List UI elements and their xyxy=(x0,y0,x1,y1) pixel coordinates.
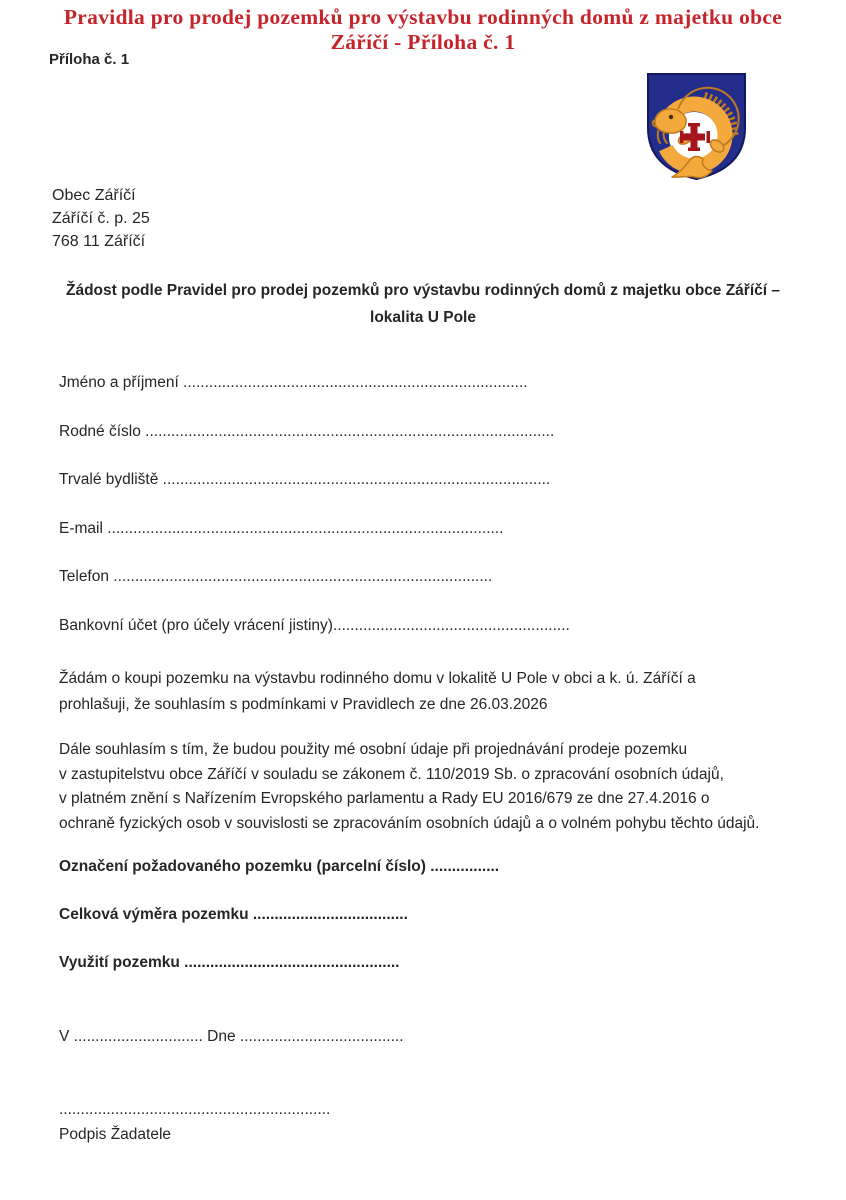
applicant-fields xyxy=(59,374,570,666)
attachment-label: Příloha č. 1 xyxy=(49,51,130,68)
fish-eye xyxy=(669,115,673,119)
field-land-use: Využití pozemku .................................................. xyxy=(59,954,400,971)
coat-of-arms-icon xyxy=(645,72,748,182)
document-title: Pravidla pro prodej pozemků pro výstavbu rodinných domů z majetku obce Záříčí - Příloha č. 1 xyxy=(63,5,783,54)
field-birth-number: Rodné číslo ............................................................................................... xyxy=(59,422,555,440)
field-email: E-mail ............................................................................................ xyxy=(59,519,504,537)
field-name-surname: Jméno a příjmení ................................................................................ xyxy=(59,374,528,391)
municipal-coat-of-arms xyxy=(645,72,748,182)
signature-block xyxy=(59,1097,330,1147)
sender-address: Obec Záříčí Záříčí č. p. 25 768 11 Záříčí xyxy=(52,187,150,250)
parcel-fields xyxy=(59,858,499,1002)
signature-dotted-line: ............................................................... xyxy=(59,1101,331,1118)
field-total-area: Celková výměra pozemku .................................... xyxy=(59,906,408,923)
field-permanent-address: Trvalé bydliště .......................................................................................... xyxy=(59,471,551,489)
purchase-declaration-paragraph: Žádám o koupi pozemku na výstavbu rodinného domu v lokalitě U Pole v obci a k. ú. Záříčí a prohlašuji, že souhlasím s podmínkami v Pravidlech ze dne 26.03.2026 xyxy=(59,670,696,713)
application-heading: Žádost podle Pravidel pro prodej pozemků pro výstavbu rodinných domů z majetku obce Záříčí – lokalita U Pole xyxy=(66,282,780,326)
signature-label: Podpis Žadatele xyxy=(59,1126,172,1143)
field-bank-account: Bankovní účet (pro účely vrácení jistiny)....................................................... xyxy=(59,616,570,634)
field-phone: Telefon ........................................................................................ xyxy=(59,568,493,586)
place-date-line: V .............................. Dne ...................................... xyxy=(59,1028,404,1045)
gdpr-consent-paragraph: Dále souhlasím s tím, že budou použity mé osobní údaje při projednávání prodeje pozemku v zastupitelstvu obce Záříčí v souladu se zákonem č. 110/2019 Sb. o zpracování osobních údajů, v platném znění s Nařízením Evropského parlamentu a Rady EU 2016/679 ze dne 27.4.2016 o ochraně fyzických osob v souvislosti se zpracováním osobních údajů a o volném pohybu těchto údajů. xyxy=(59,741,760,832)
field-parcel-number: Označení požadovaného pozemku (parcelní číslo) ................ xyxy=(59,858,500,875)
fish-head xyxy=(655,109,686,133)
